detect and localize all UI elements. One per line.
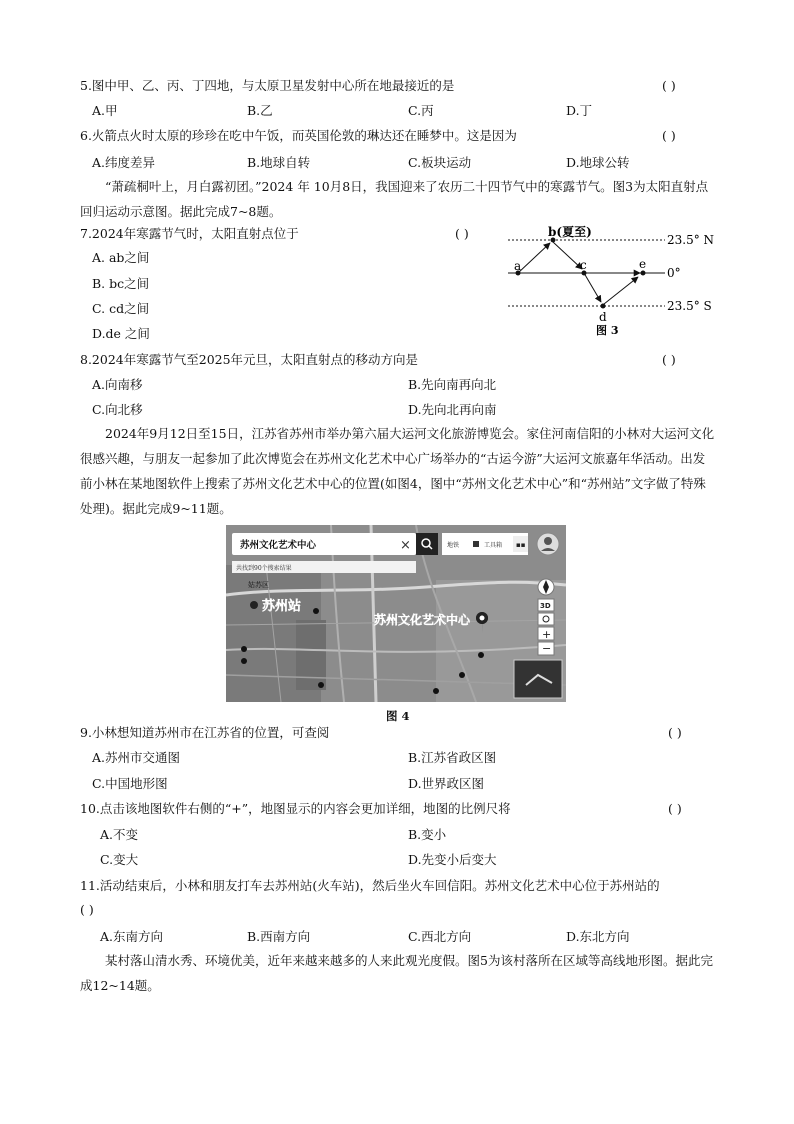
map-water-area: [296, 620, 326, 690]
figure-3-caption: 图 3: [596, 324, 619, 337]
q9-option-c: C.中国地形图: [92, 776, 168, 791]
q5-option-a: A.甲: [92, 103, 118, 118]
q6-option-a: A.纬度差异: [92, 155, 156, 170]
toolbox-button[interactable]: 工具箱: [484, 542, 503, 549]
q5-option-b: B.乙: [247, 103, 273, 118]
arrow-d-to-e: [604, 277, 638, 304]
q6-option-c: C.板块运动: [408, 155, 472, 170]
label-equator-0: 0°: [667, 266, 681, 280]
poi-icon: [459, 672, 465, 678]
map-label-culture-center[interactable]: 苏州文化艺术中心: [374, 613, 471, 627]
toolbox-icon: [473, 541, 479, 547]
q7-option-c: C. cd之间: [92, 301, 150, 316]
intro-9-11: 2024年9月12日至15日，江苏省苏州市举办第六届大运河文化旅游博览会。家住河南信阳的小林对大运河文化很感兴趣，与朋友一起参加了此次博览会在苏州文化艺术中心广场举办的“古运今游”大运河文旅嘉年华活动。出发前小林在某地图软件上搜索了苏州文化艺术中心的位置(如图4，图中“苏州文化艺术中心”和“苏州站”文字做了特殊处理)。据此完成9~11题。: [80, 426, 715, 516]
q9-option-a: A.苏州市交通图: [92, 750, 181, 765]
q11-option-d: D.东北方向: [566, 929, 630, 944]
q7-option-b: B. bc之间: [92, 276, 150, 291]
clear-search-icon[interactable]: ×: [400, 538, 411, 553]
q8-option-a: A.向南移: [92, 377, 143, 392]
q9-stem: 9.小林想知道苏州市在江苏省的位置，可查阅: [80, 725, 330, 740]
3d-label: 3D: [540, 602, 551, 610]
q6-option-b: B.地球自转: [247, 155, 311, 170]
q10-option-c: C.变大: [100, 852, 139, 867]
poi-icon: [241, 646, 247, 652]
q7-option-a: A. ab之间: [92, 250, 150, 265]
label-a: a: [514, 259, 522, 273]
label-d: d: [599, 310, 607, 324]
q11-option-b: B.西南方向: [247, 929, 311, 944]
q6-stem: 6.火箭点火时太原的珍珍在吃中午饭，而英国伦敦的琳达还在睡梦中。这是因为: [80, 128, 517, 143]
zoom-in-icon: +: [542, 628, 552, 641]
poi-icon: [318, 682, 324, 688]
q6-option-d: D.地球公转: [566, 155, 630, 170]
q10-option-a: A.不变: [100, 827, 139, 842]
intro-7-8: “萧疏桐叶上，月白露初团。”2024 年 10月8日，我国迎来了农历二十四节气中的寒露节气。图3为太阳直射点回归运动示意图。据此完成7~8题。: [80, 179, 709, 219]
subway-button[interactable]: 地铁: [447, 542, 460, 549]
q8-answer-paren: ( ): [662, 352, 676, 367]
q8-option-b: B.先向南再向北: [408, 377, 497, 392]
q5-answer-paren: ( ): [662, 78, 676, 93]
label-23-5-south: 23.5° S: [667, 299, 712, 313]
q6-answer-paren: ( ): [662, 128, 676, 143]
q11-stem: 11.活动结束后，小林和朋友打车去苏州站(火车站)，然后坐火车回信阳。苏州文化艺术中心位于苏州站的: [80, 878, 660, 893]
q8-option-c: C.向北移: [92, 402, 143, 417]
q10-option-b: B.变小: [408, 827, 447, 842]
map-label-suzhou-station[interactable]: 苏州站: [262, 599, 302, 614]
q7-option-d: D.de 之间: [92, 326, 150, 341]
point-d: [601, 304, 606, 309]
q10-answer-paren: ( ): [668, 801, 682, 816]
q9-option-b: B.江苏省政区图: [408, 750, 497, 765]
zoom-out-icon: −: [542, 642, 552, 655]
label-b-summer-solstice: b(夏至): [548, 225, 592, 239]
search-result-count: 共找到90个搜索结果: [236, 565, 292, 572]
q7-stem: 7.2024年寒露节气时，太阳直射点位于: [80, 226, 299, 241]
arrow-c-to-d: [584, 273, 601, 302]
search-button[interactable]: [416, 533, 438, 555]
poi-icon: [433, 688, 439, 694]
q8-stem: 8.2024年寒露节气至2025年元旦，太阳直射点的移动方向是: [80, 352, 419, 367]
arrow-b-to-c: [553, 242, 582, 269]
q8-option-d: D.先向北再向南: [408, 402, 497, 417]
point-e: [641, 271, 646, 276]
label-e: e: [639, 257, 647, 271]
q7-answer-paren: ( ): [455, 226, 469, 241]
q5-option-c: C.丙: [408, 103, 434, 118]
q9-option-d: D.世界政区图: [408, 776, 485, 791]
q10-stem: 10.点击该地图软件右侧的“+”，地图显示的内容会更加详细，地图的比例尺将: [80, 801, 511, 816]
district-label: 姑苏区: [248, 581, 269, 589]
figure-3-subsolar-diagram: [500, 222, 730, 342]
map-search-input[interactable]: 苏州文化艺术中心: [240, 540, 317, 551]
poi-icon: [241, 658, 247, 664]
street-view-thumbnail[interactable]: [514, 660, 562, 698]
station-marker-icon: [250, 601, 258, 609]
intro-12-14: 某村落山清水秀、环境优美，近年来越来越多的人来此观光度假。图5为该村落所在区域等高线地形图。据此完成12~14题。: [80, 953, 713, 993]
figure-4-caption: 图 4: [386, 709, 410, 723]
q11-option-a: A.东南方向: [100, 929, 164, 944]
q9-answer-paren: ( ): [668, 725, 682, 740]
q5-option-d: D.丁: [566, 103, 593, 118]
q5-stem: 5.图中甲、乙、丙、丁四地，与太原卫星发射中心所在地最接近的是: [80, 78, 455, 93]
poi-icon: [478, 652, 484, 658]
poi-icon: [313, 608, 319, 614]
location-button[interactable]: [538, 613, 554, 625]
label-c: c: [580, 258, 587, 272]
arrow-a-to-b: [518, 243, 550, 273]
q11-answer-paren: ( ): [80, 902, 94, 917]
message-icon: ▪▪: [516, 541, 526, 549]
figure-4-map-screenshot: [226, 525, 566, 702]
q11-option-c: C.西北方向: [408, 929, 472, 944]
label-23-5-north: 23.5° N: [667, 233, 715, 247]
q10-option-d: D.先变小后变大: [408, 852, 497, 867]
